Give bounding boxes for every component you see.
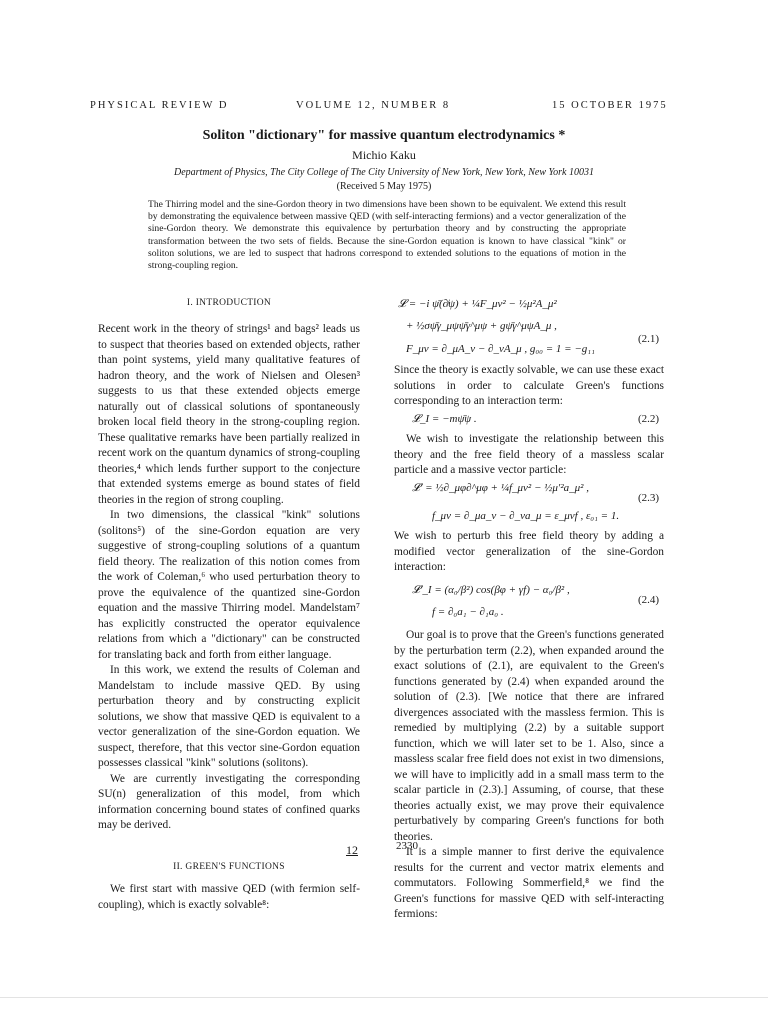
journal-name: PHYSICAL REVIEW D bbox=[90, 100, 229, 111]
equation-number-2-2: (2.2) bbox=[638, 413, 660, 425]
paragraph: We wish to perturb this free field theory by adding a modified vector generalization of the sine-Gordon interaction: bbox=[394, 530, 664, 573]
author-name: Michio Kaku bbox=[352, 148, 416, 162]
paragraph: Our goal is to prove that the Green's functions generated by the perturbation term (2.2), when expanded around the exact solutions of (2.1), are equivalent to the Green's functions generated by (2.4) when expanded around the solution of (2.3). [We notice that there are infrared divergences associated with the massless fermion. This is remedied by multiplying (2.2) by a suitable support function, which we will later set to be 1. Also, since a massless scalar free field does not exist in two dimensions, we will have to implicitly add in a small mass term to the scalar particle in (2.3).] Assuming, of course, that these theories actually exist, we may prove their equivalence perturbatively by comparing Green's functions for both theories. bbox=[394, 629, 664, 843]
volume-footer: 12 bbox=[346, 843, 358, 857]
received-date: (Received 5 May 1975) bbox=[336, 181, 432, 192]
page-divider bbox=[0, 997, 768, 998]
page-number: 2330 bbox=[396, 840, 418, 852]
equation-2-1-line-1: 𝓛 = −i ψ̄(∂̸ψ) + ¼F_μν² − ½μ²A_μ² bbox=[398, 298, 557, 310]
section-heading-greens-functions: II. GREEN'S FUNCTIONS bbox=[173, 862, 285, 872]
paragraph-goal bbox=[394, 628, 664, 923]
equation-number-2-1: (2.1) bbox=[638, 333, 660, 345]
paragraph: In two dimensions, the classical "kink" solutions (solitons⁵) of the sine-Gordon equation are very suggestive of strong-coupling solutions of a quantum field theory. The realization of this notion comes from the work of Coleman,⁶ who used perturbation theory to prove the equivalence of the quantized sine-Gordon equation and the massive Thirring model. Mandelstam⁷ has explicitly constructed the operator equivalence relations from which a "dictionary" can be constructed for translating back and forth from either language. bbox=[98, 509, 360, 661]
paragraph: In this work, we extend the results of Coleman and Mandelstam to include massive QED. By using perturbation theory and by constructing explicit solutions, we show that massive QED is equivalent to a vector generalization of the sine-Gordon equation. We suspect, therefore, that this vector sine-Gordon equation possesses classical "kink" solutions (solitons). bbox=[98, 664, 360, 769]
equation-2-1-line-2: + ½σψ̄γ_μψψ̄γ^μψ + gψ̄γ^μψA_μ , bbox=[406, 320, 557, 332]
volume-number: VOLUME 12, NUMBER 8 bbox=[296, 100, 451, 111]
equation-number-2-4: (2.4) bbox=[638, 594, 660, 606]
issue-date: 15 OCTOBER 1975 bbox=[552, 100, 668, 111]
equation-2-3-line-2: f_μν = ∂_μa_ν − ∂_νa_μ = ε_μνf , ε₀₁ = 1. bbox=[432, 510, 620, 522]
paragraph: We are currently investigating the corresponding SU(n) generalization of this model, from which information concerning bound states of confined quarks may be derived. bbox=[98, 772, 360, 831]
paragraph-perturb bbox=[394, 529, 664, 576]
equation-2-4-line-2: f = ∂₀a₁ − ∂₁a₀ . bbox=[432, 606, 504, 618]
paragraph: It is a simple manner to first derive the equivalence results for the current and vector matrix elements and commutators. Following Sommerfield,⁸ we find the Green's functions for massive QED with self-interacting fermions: bbox=[394, 846, 664, 920]
abstract: The Thirring model and the sine-Gordon theory in two dimensions have been shown to be equivalent. We extend this result by demonstrating the equivalence between massive QED (with self-interacting fermions) and a vector generalization of the sine-Gordon theory. We demonstrate this equivalence by perturbation theory and by constructing the appropriate transformation between the two sets of fields. Because the sine-Gordon equation is known to have classical "kink" or soliton solutions, we are led to suspect that hadrons correspond to extended solutions to the equations of motion in the strong-coupling region. bbox=[148, 199, 626, 272]
paragraph: Since the theory is exactly solvable, we can use these exact solutions in order to calculate Green's functions corresponding to an interaction term: bbox=[394, 364, 664, 407]
introduction-text bbox=[98, 322, 360, 834]
equation-2-1-line-3: F_μν = ∂_μA_ν − ∂_νA_μ , g₀₀ = 1 = −g₁₁ bbox=[406, 343, 595, 355]
greens-functions-intro bbox=[98, 882, 360, 913]
equation-2-4-line-1: 𝓛′_I = (α₀/β²) cos(βφ + γf) − α₀/β² , bbox=[412, 584, 570, 596]
paragraph-free-field bbox=[394, 432, 664, 479]
paragraph-exact-solutions bbox=[394, 363, 664, 410]
section-heading-introduction: I. INTRODUCTION bbox=[186, 298, 272, 308]
paper-title: Soliton "dictionary" for massive quantum electrodynamics * bbox=[202, 128, 566, 143]
equation-2-2: 𝓛_I = −mψ̄ψ . bbox=[412, 413, 477, 425]
paragraph: We wish to investigate the relationship between this theory and the free field theory of a massless scalar particle and a massive vector particle: bbox=[394, 433, 664, 476]
equation-number-2-3: (2.3) bbox=[638, 492, 660, 504]
equation-2-3-line-1: 𝓛′ = ½∂_μφ∂^μφ + ¼f_μν² − ½μ′²a_μ² , bbox=[412, 482, 589, 494]
paragraph: We first start with massive QED (with fermion self-coupling), which is exactly solvable⁸: bbox=[98, 883, 360, 911]
paragraph: Recent work in the theory of strings¹ and bags² leads us to suspect that theories based on extended objects, rather than point systems, yield many qualitative features of hadron theory, and the work of Nielsen and Olesen³ suggests to us that these extended objects emerge naturally out of classical solutions of spontaneously broken local field theory in the strong-coupling region. These qualitative remarks have been partially realized in recent work on the quantum dynamics of strong-coupling theories,⁴ which lends further support to the conjecture that extended systems emerge as bound states of field theories in the region of strong coupling. bbox=[98, 323, 360, 506]
author-affiliation: Department of Physics, The City College of The City University of New York, New York, New York 10031 bbox=[174, 167, 594, 178]
